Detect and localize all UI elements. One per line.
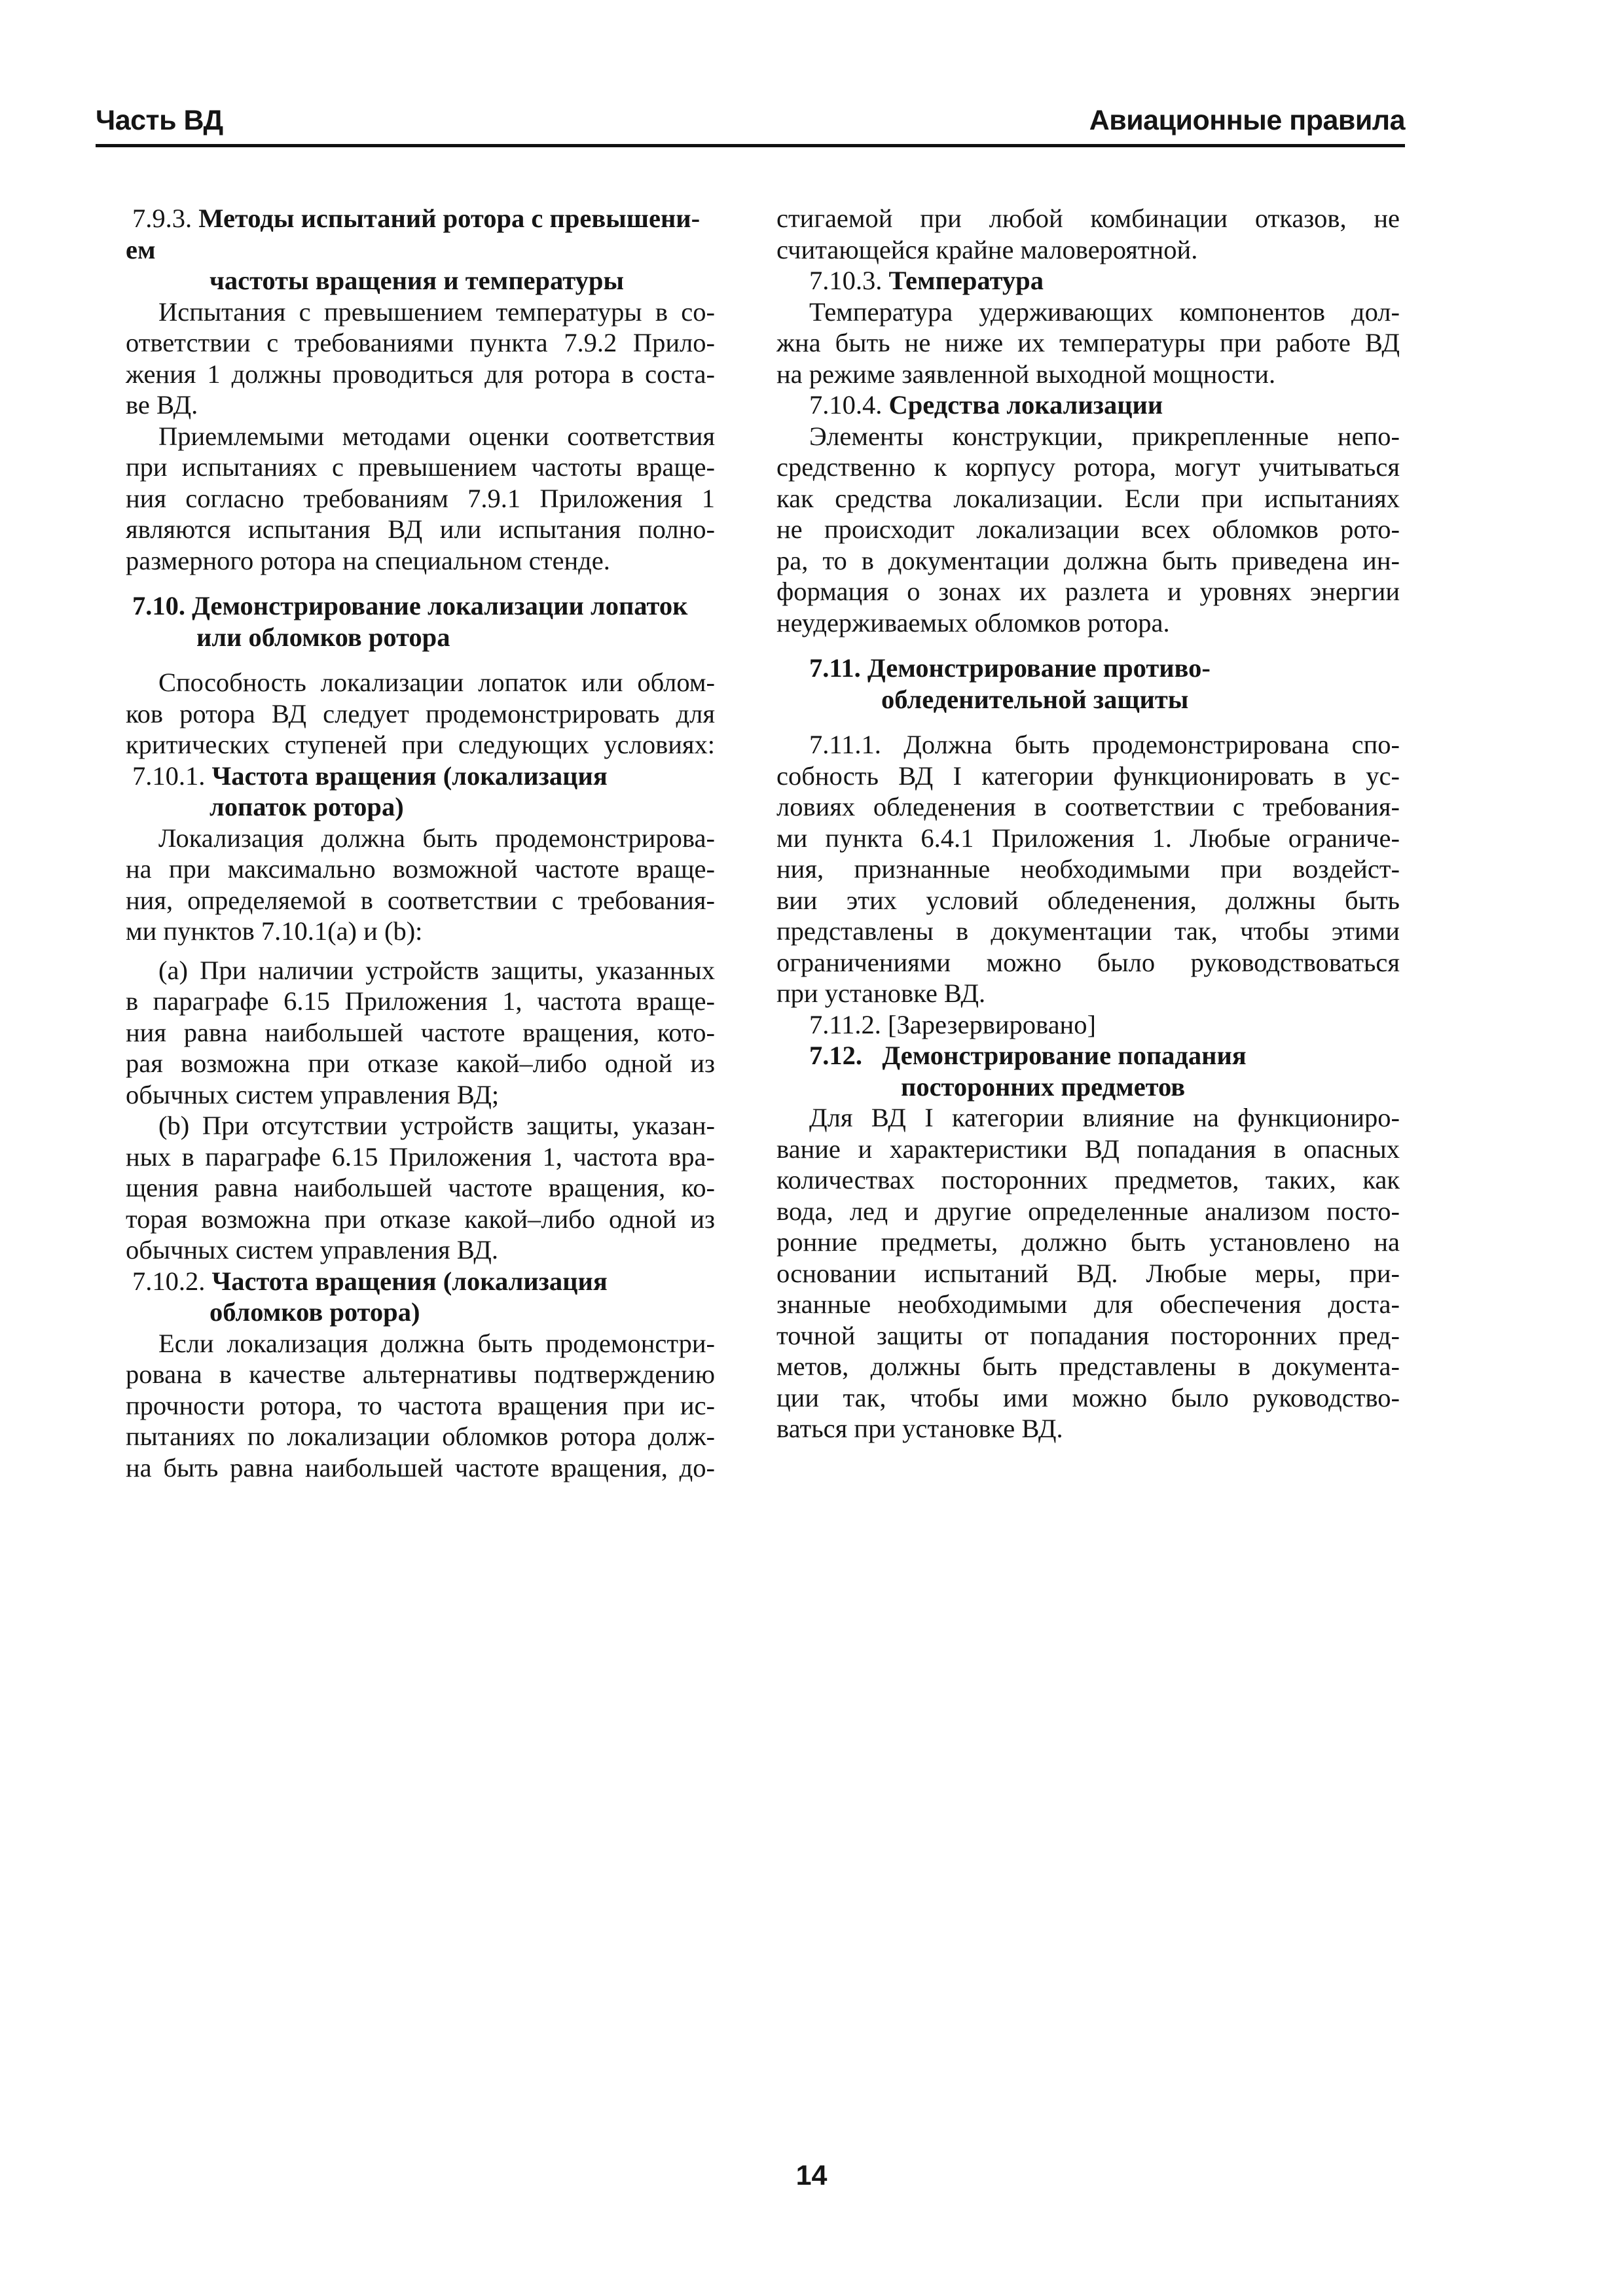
- section-title-continued: обледенительной защиты: [881, 684, 1189, 714]
- text-line: (b) При отсутствии устройств защиты, указан-: [158, 1111, 715, 1140]
- section-heading: [776, 265, 1400, 296]
- text-line: прочности ротора, то частота вращения при ис-: [126, 1390, 715, 1420]
- text-line: точной защиты от попадания посторонних пред-: [776, 1320, 1400, 1350]
- text-line: (a) При наличии устройств защиты, указанных: [158, 955, 715, 985]
- text-line: ков ротора ВД следует продемонстрировать для: [126, 698, 715, 728]
- page-header: [96, 99, 1405, 147]
- text-line: являются испытания ВД или испытания полно-: [126, 514, 715, 544]
- text-line: Если локализация должна быть продемонстри-: [158, 1328, 715, 1358]
- text-line: на режиме заявленной выходной мощности.: [776, 359, 1276, 389]
- paragraph: [126, 1328, 715, 1484]
- text-line: на при максимально возможной частоте враще-: [126, 854, 715, 884]
- section-7-12: [776, 1040, 1400, 1444]
- text-line: вода, лед и другие определенные анализом посто-: [776, 1196, 1400, 1226]
- section-title-continued: ем: [126, 234, 156, 264]
- section-heading: [776, 389, 1400, 421]
- section-heading: [776, 1040, 1400, 1071]
- section-number: 7.10.1.: [132, 761, 206, 791]
- text-line: на быть равна наибольшей частоте вращения, до-: [126, 1452, 715, 1482]
- section-title-continued: лопаток ротора): [210, 792, 404, 821]
- text-line: торая возможна при отказе какой–либо одной из: [126, 1204, 715, 1234]
- text-line: основании испытаний ВД. Любые меры, при-: [776, 1258, 1400, 1288]
- paragraph-continuation: [776, 203, 1400, 265]
- text-line: вание и характеристики ВД попадания в опасных: [776, 1134, 1400, 1164]
- text-line: ра, то в документации должна быть приведена ин-: [776, 545, 1400, 575]
- section-7-9-3: [126, 203, 715, 576]
- section-heading: [126, 761, 715, 792]
- section-title: Демонстрирование попадания: [882, 1041, 1247, 1070]
- page-number: 14: [795, 2160, 828, 2191]
- text-line: вии этих условий обледенения, должны быть: [776, 885, 1400, 915]
- text-line: неудерживаемых обломков ротора.: [776, 607, 1170, 637]
- text-line: жения 1 должны проводиться для ротора в соста-: [126, 359, 715, 389]
- section-title: Методы испытаний ротора с превышени-: [198, 204, 701, 233]
- section-title: Демонстрирование локализации лопаток: [192, 591, 688, 620]
- text-line: Температура удерживающих компонентов дол-: [809, 296, 1400, 327]
- text-line: в параграфе 6.15 Приложения 1, частота враще-: [126, 986, 715, 1016]
- left-column: [126, 203, 715, 1483]
- text-line: ответствии с требованиями пункта 7.9.2 Прило-: [126, 328, 715, 357]
- text-line: при испытаниях с превышением частоты враще-: [126, 452, 715, 482]
- section-title-continued: обломков ротора): [210, 1297, 420, 1327]
- text-line: обычных систем управления ВД;: [126, 1079, 500, 1109]
- section-title-continued: или обломков ротора: [196, 622, 450, 652]
- text-line: рая возможна при отказе какой–либо одной из: [126, 1049, 715, 1078]
- paragraph: [126, 421, 715, 577]
- paragraph: [776, 1102, 1400, 1444]
- text-line: ния равна наибольшей частоте вращения, кото-: [126, 1017, 715, 1047]
- text-line: обычных систем управления ВД.: [126, 1235, 498, 1265]
- section-heading: [776, 653, 1400, 684]
- text-line: 7.11.1. Должна быть продемонстрирована спо-: [809, 730, 1400, 759]
- section-7-10: [126, 590, 715, 761]
- paragraph: [126, 955, 715, 1111]
- text-line: при установке ВД.: [776, 978, 986, 1008]
- text-line: Испытания с превышением температуры в со-: [158, 296, 715, 327]
- text-line: считающейся крайне маловероятной.: [776, 234, 1198, 264]
- section-number: 7.10.4.: [809, 390, 883, 420]
- section-7-10-4: [776, 389, 1400, 638]
- section-7-10-3: [776, 265, 1400, 389]
- text-line: знанные необходимыми для обеспечения доста-: [776, 1289, 1400, 1319]
- text-line: Способность локализации лопаток или облом-: [158, 668, 715, 697]
- text-line: жна быть не ниже их температуры при работе ВД: [776, 328, 1400, 357]
- section-7-11-1: [776, 729, 1400, 1009]
- section-title-continued: посторонних предметов: [901, 1071, 1186, 1102]
- section-7-10-1: [126, 761, 715, 1266]
- text-line: представлены в документации так, чтобы этими: [776, 916, 1400, 946]
- paragraph: [126, 667, 715, 761]
- text-line: Элементы конструкции, прикрепленные непо-: [809, 421, 1400, 451]
- section-heading: [126, 203, 715, 234]
- text-line: собность ВД I категории функционировать в ус-: [776, 761, 1400, 791]
- paragraph: [126, 823, 715, 947]
- text-line: не происходит локализации всех обломков рото-: [776, 514, 1400, 544]
- text-line: ных в параграфе 6.15 Приложения 1, частота вра-: [126, 1141, 715, 1172]
- text-line: формация о зонах их разлета и уровнях энергии: [776, 577, 1400, 606]
- text-line: количествах посторонних предметов, таких, как: [776, 1165, 1400, 1194]
- text-line: Для ВД I категории влияние на функциониро-: [809, 1103, 1400, 1132]
- text-line: размерного ротора на специальном стенде.: [126, 545, 610, 575]
- paragraph: [776, 296, 1400, 390]
- text-line: ния согласно требованиям 7.9.1 Приложения 1: [126, 483, 715, 513]
- section-7-11: [776, 653, 1400, 715]
- text-line: ловиях обледенения в соответствии с требования-: [776, 792, 1400, 821]
- text-line: ограничениями можно было руководствоваться: [776, 947, 1400, 977]
- right-column: [776, 203, 1400, 1444]
- text-line: как средства локализации. Если при испытаниях: [776, 483, 1400, 513]
- text-line: щения равна наибольшей частоте вращения, ко-: [126, 1173, 715, 1202]
- section-number: 7.12.: [809, 1041, 862, 1070]
- text-line: средственно к корпусу ротора, могут учитываться: [776, 452, 1400, 482]
- text-line: Локализация должна быть продемонстрирова-: [158, 823, 715, 853]
- section-title: Средства локализации: [888, 390, 1163, 420]
- section-number: 7.9.3.: [132, 204, 192, 233]
- section-7-10-2: [126, 1266, 715, 1484]
- document-title: Авиационные правила: [1089, 105, 1405, 136]
- text-line: метов, должны быть представлены в документа-: [776, 1352, 1400, 1381]
- text-line: ми пунктов 7.10.1(a) и (b):: [126, 916, 423, 946]
- text-line: ронние предметы, должно быть установлено на: [776, 1227, 1400, 1257]
- text-line: ния, определяемой в соответствии с требования-: [126, 885, 715, 915]
- text-line: ве ВД.: [126, 390, 198, 420]
- section-heading: [126, 1266, 715, 1297]
- section-7-11-2: 7.11.2. [Зарезервировано]: [809, 1009, 1096, 1039]
- section-number: 7.10.: [132, 591, 185, 620]
- section-title: Демонстрирование противо-: [867, 653, 1211, 683]
- paragraph: [126, 1110, 715, 1266]
- section-number: 7.10.2.: [132, 1266, 206, 1296]
- text-line: ваться при установке ВД.: [776, 1414, 1063, 1443]
- section-title: Частота вращения (локализация: [211, 1266, 608, 1296]
- text-line: пытаниях по локализации обломков ротора долж-: [126, 1422, 715, 1451]
- paragraph: [126, 296, 715, 421]
- text-line: ния, признанные необходимыми при воздейст-: [776, 854, 1400, 884]
- part-title: Часть ВД: [96, 105, 223, 136]
- section-heading: [126, 590, 715, 622]
- text-line: ции так, чтобы ими можно было руководство-: [776, 1382, 1400, 1412]
- text-line: критических ступеней при следующих условиях:: [126, 730, 715, 759]
- section-number: 7.10.3.: [809, 266, 883, 295]
- text-line: стигаемой при любой комбинации отказов, не: [776, 204, 1400, 233]
- section-title: Частота вращения (локализация: [211, 761, 608, 791]
- paragraph: [776, 421, 1400, 639]
- text-line: ми пункта 6.4.1 Приложения 1. Любые ограниче-: [776, 823, 1400, 853]
- section-subtitle: частоты вращения и температуры: [210, 266, 625, 295]
- section-title: Температура: [888, 266, 1044, 295]
- text-line: рована в качестве альтернативы подтверждению: [126, 1359, 715, 1389]
- text-line: Приемлемыми методами оценки соответствия: [158, 421, 715, 451]
- section-number: 7.11.: [809, 653, 861, 683]
